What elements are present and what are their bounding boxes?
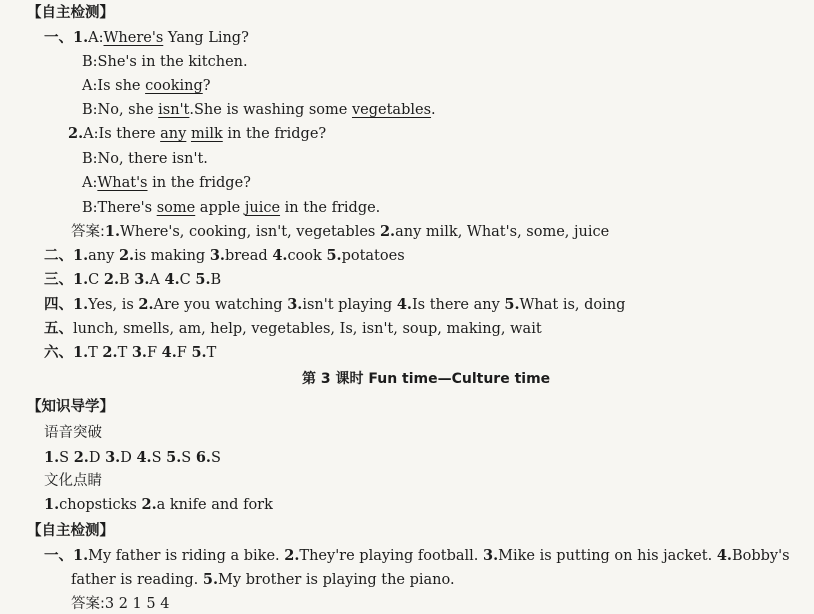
item-number: 2. [68, 125, 84, 142]
answer-label: 答案: [71, 224, 105, 240]
underlined-answer: cooking [145, 78, 203, 94]
answer-text: My father is riding a bike. [88, 548, 285, 564]
answer-text: Bobby's [731, 548, 790, 564]
question-2-line-3 [82, 173, 251, 193]
answer-text: S [59, 450, 74, 466]
dialog-text: in the fridge? [147, 175, 251, 191]
item-number: 3. [209, 247, 225, 264]
item-number: 5. [166, 449, 182, 466]
item-number: 6. [195, 449, 211, 466]
answer-text: B [119, 272, 135, 288]
dialog-text: apple [195, 200, 245, 216]
dialog-text: A:Is she [82, 78, 146, 94]
underlined-answer: Where's [103, 30, 164, 46]
answer-text: D [88, 450, 106, 466]
answer-text: cook [287, 248, 327, 264]
section-number-1: 一、 [44, 548, 73, 564]
item-number: 5. [326, 247, 342, 264]
item-number: 4. [136, 449, 152, 466]
item-number: 2. [138, 296, 154, 313]
culture-label: 文化点睛 [44, 473, 102, 489]
section-2-answers [44, 246, 405, 266]
underlined-answer: juice [244, 200, 281, 216]
item-number: 3. [287, 296, 303, 313]
answer-text: F [146, 345, 162, 361]
answer-text: any [88, 248, 119, 264]
item-number: 3. [483, 547, 499, 564]
answer-text: My brother is playing the piano. [218, 572, 455, 588]
item-number: 1. [104, 223, 121, 240]
section-6-answers [44, 343, 216, 363]
answer-text: F [176, 345, 192, 361]
answer-text: T [206, 345, 217, 361]
question-1-line-3 [82, 76, 211, 96]
dialog-text: B:There's [82, 200, 157, 216]
item-number: 4. [161, 344, 177, 361]
item-number: 1. [73, 296, 89, 313]
underlined-answer: any [160, 126, 187, 142]
question-2-line-1 [68, 124, 326, 144]
answer-text: any milk, What's, some, juice [395, 224, 610, 240]
item-number: 2. [102, 344, 118, 361]
item-number: 4. [272, 247, 288, 264]
dialog-text: A:Is there [83, 126, 161, 142]
item-number: 2. [73, 449, 89, 466]
section-3-answers [44, 270, 221, 290]
item-number: 2. [379, 223, 396, 240]
dialog-text: . [431, 102, 436, 118]
answer-text: Yes, is [88, 297, 139, 313]
dialog-text: in the fridge? [222, 126, 327, 142]
item-number: 1. [73, 271, 89, 288]
answer-text: They're playing football. [299, 548, 483, 564]
item-number: 2. [118, 247, 135, 264]
item-number: 3. [134, 271, 150, 288]
answer-text: A [149, 272, 165, 288]
listening-line-1 [44, 546, 790, 566]
answer-text: 3 2 1 5 4 [104, 596, 170, 612]
answer-text: S [181, 450, 196, 466]
section-number-3: 三、 [44, 272, 73, 288]
answer-text: lunch, smells, am, help, vegetables, Is, isn't, soup, making, wait [73, 321, 542, 337]
item-number: 4. [396, 296, 412, 313]
answer-text: Are you watching [153, 297, 288, 313]
underlined-answer: milk [190, 126, 223, 142]
item-number: 1. [44, 449, 60, 466]
question-2-line-4 [82, 198, 380, 218]
section-number-2: 二、 [44, 248, 73, 264]
answer-line-section-1 [71, 222, 609, 242]
item-number: 1. [73, 344, 89, 361]
answer-text: T [88, 345, 103, 361]
section-number-4: 四、 [44, 297, 73, 313]
item-number: 2. [284, 547, 300, 564]
item-number: 3. [131, 344, 147, 361]
dialog-text: A: [82, 175, 98, 191]
section-heading-knowledge-guide: 【知识导学】 [27, 399, 114, 415]
question-1-line-4 [82, 100, 436, 120]
answer-text: S [151, 450, 167, 466]
item-number: 5. [202, 571, 219, 588]
answer-text: C [88, 272, 104, 288]
section-number-5: 五、 [44, 321, 73, 337]
section-heading-self-check: 【自主检测】 [27, 5, 114, 21]
answer-text: isn't playing [302, 297, 397, 313]
answer-text: potatoes [341, 248, 405, 264]
item-number: 1. [73, 247, 89, 264]
item-number: 2. [103, 271, 119, 288]
answer-text: Is there any [411, 297, 505, 313]
lesson-title: 第 3 课时 Fun time—Culture time [302, 371, 551, 387]
dialog-text: .She is washing some [189, 102, 352, 118]
section-number-1: 一、 [44, 30, 73, 46]
question-1-line-1 [44, 28, 249, 48]
answer-line-section-3 [71, 594, 169, 614]
item-number: 5. [195, 271, 211, 288]
answer-text: T [117, 345, 132, 361]
item-number: 4. [716, 547, 732, 564]
phonics-label: 语音突破 [44, 425, 102, 441]
item-number: 3. [105, 449, 121, 466]
item-number: 5. [191, 344, 207, 361]
answer-text: S [210, 450, 221, 466]
culture-answers [44, 495, 273, 515]
answer-text: B [210, 272, 222, 288]
section-4-answers [44, 295, 625, 315]
item-number: 1. [73, 29, 89, 46]
underlined-answer: some [156, 200, 196, 216]
dialog-text: A: [88, 30, 104, 46]
section-heading-self-check-2: 【自主检测】 [27, 523, 114, 539]
section-number-6: 六、 [44, 345, 73, 361]
item-number: 1. [73, 547, 89, 564]
question-1-line-2: B:She's in the kitchen. [82, 54, 248, 70]
answer-text: a knife and fork [156, 497, 273, 513]
item-number: 2. [141, 496, 157, 513]
answer-label: 答案: [71, 596, 105, 612]
dialog-text: Yang Ling? [163, 30, 249, 46]
dialog-text: ? [202, 78, 211, 94]
listening-line-2 [71, 570, 455, 590]
answer-text: is making [134, 248, 210, 264]
answer-text: chopsticks [59, 497, 142, 513]
dialog-text: B:No, she [82, 102, 159, 118]
question-2-line-2: B:No, there isn't. [82, 151, 208, 167]
section-5-answers [44, 319, 542, 339]
answer-text: Mike is putting on his jacket. [498, 548, 717, 564]
answer-text: D [120, 450, 137, 466]
answer-text: Where's, cooking, isn't, vegetables [120, 224, 380, 240]
answer-text: What is, doing [519, 297, 626, 313]
underlined-answer: vegetables [351, 102, 432, 118]
underlined-answer: isn't [158, 102, 190, 118]
answer-text: father is reading. [71, 572, 203, 588]
item-number: 1. [44, 496, 60, 513]
item-number: 5. [504, 296, 520, 313]
underlined-answer: What's [97, 175, 148, 191]
item-number: 4. [164, 271, 180, 288]
dialog-text: in the fridge. [280, 200, 381, 216]
phonics-answers [44, 448, 221, 468]
answer-text: bread [224, 248, 273, 264]
answer-text: C [179, 272, 196, 288]
